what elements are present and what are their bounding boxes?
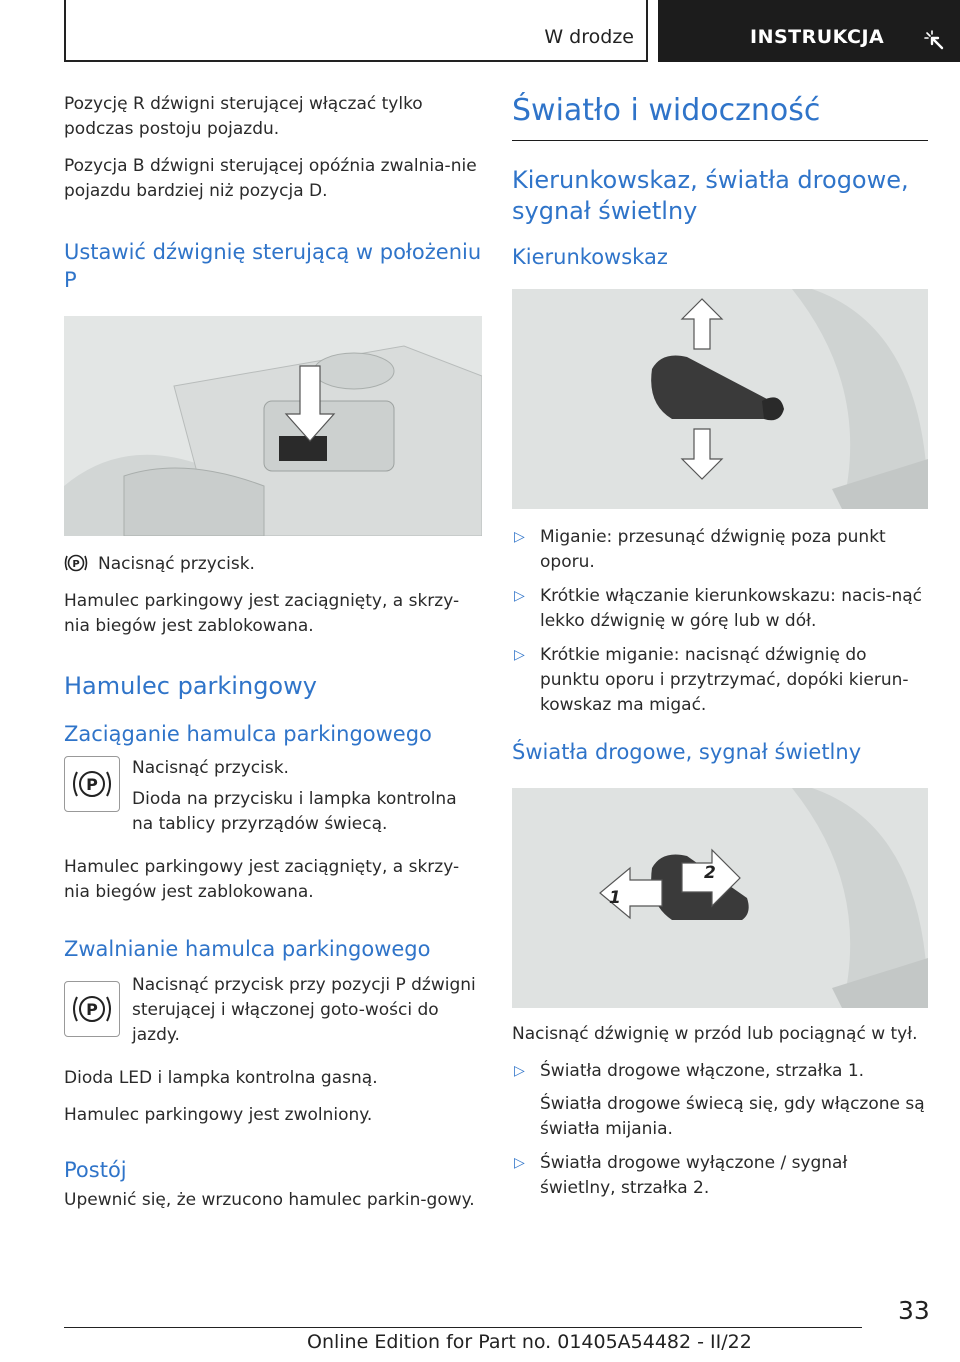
parking-brake-icon bbox=[64, 552, 88, 574]
paragraph-b-position: Pozycja B dźwigni sterującej opóźnia zwalnia-nie pojazdu bardziej niż pozycja D. bbox=[64, 156, 477, 201]
triangle-bullet-icon: ▷ bbox=[514, 588, 525, 604]
indicator-stalk-image bbox=[512, 289, 928, 509]
parking-brake-button-icon bbox=[64, 756, 120, 812]
triangle-bullet-icon: ▷ bbox=[514, 529, 525, 545]
chapter-title: INSTRUKCJA bbox=[750, 26, 885, 48]
parking-brake-button-icon-2 bbox=[64, 981, 120, 1037]
left-column bbox=[64, 92, 482, 1225]
heading-indicator: Kierunkowskaz bbox=[512, 245, 668, 269]
footer-edition: Online Edition for Part no. 01405A54482 - II/22 bbox=[307, 1331, 752, 1353]
release-result-text: Hamulec parkingowy jest zwolniony. bbox=[64, 1105, 373, 1125]
triangle-bullet-icon: ▷ bbox=[514, 1155, 525, 1171]
arrow-label-2: 2 bbox=[704, 863, 716, 883]
heading-light-visibility: Światło i widoczność bbox=[512, 92, 928, 141]
svg-text:P: P bbox=[86, 1000, 98, 1019]
brake-engaged-text: Hamulec parkingowy jest zaciągnięty, a skrzy-nia biegów jest zablokowana. bbox=[64, 591, 460, 636]
list-item: ▷ Krótkie włączanie kierunkowskazu: nacis-nąć lekko dźwignię w górę lub w dół. bbox=[514, 586, 923, 631]
right-column bbox=[512, 92, 928, 1211]
heading-indicator-group: Kierunkowskaz, światła drogowe, sygnał świetlny bbox=[512, 166, 909, 225]
high-beam-stalk-image bbox=[512, 788, 928, 1008]
indicator-list bbox=[512, 525, 928, 718]
high-beam-intro: Nacisnąć dźwignię w przód lub pociągnąć w tył. bbox=[512, 1024, 918, 1044]
triangle-bullet-icon: ▷ bbox=[514, 1063, 525, 1079]
list-item: ▷ Krótkie miganie: nacisnąć dźwignię do punktu oporu i przytrzymać, dopóki kierun-kowskaz ma migać. bbox=[514, 645, 909, 715]
list-item-sub: Światła drogowe świecą się, gdy włączone są światła mijania. bbox=[540, 1094, 925, 1139]
release-press-text: Nacisnąć przycisk przy pozycji P dźwigni sterującej i włączonej goto-wości do jazdy. bbox=[132, 975, 476, 1045]
press-button-line bbox=[64, 552, 482, 577]
stop-text: Upewnić się, że wrzucono hamulec parkin-gowy. bbox=[64, 1190, 475, 1210]
release-led-text: Dioda LED i lampka kontrolna gasną. bbox=[64, 1068, 378, 1088]
svg-text:P: P bbox=[86, 775, 98, 794]
gear-selector-image bbox=[64, 316, 482, 536]
heading-stop: Postój bbox=[64, 1158, 127, 1182]
heading-parking-brake: Hamulec parkingowy bbox=[64, 672, 317, 700]
list-item: ▷ Światła drogowe włączone, strzałka 1. Światła drogowe świecą się, gdy włączone są światła mijania. bbox=[512, 1059, 928, 1142]
heading-high-beam: Światła drogowe, sygnał świetlny bbox=[512, 740, 862, 764]
page-number: 33 bbox=[898, 1296, 930, 1325]
triangle-bullet-icon: ▷ bbox=[514, 647, 525, 663]
press-button-text: Nacisnąć przycisk. bbox=[98, 554, 255, 574]
header-chapter-box bbox=[658, 0, 960, 62]
apply-led-text: Dioda na przycisku i lampka kontrolna na tablicy przyrządów świecą. bbox=[132, 789, 457, 834]
pointer-icon bbox=[924, 30, 946, 52]
heading-apply-brake: Zaciąganie hamulca parkingowego bbox=[64, 722, 432, 746]
footer-divider bbox=[64, 1327, 862, 1328]
heading-park-position: Ustawić dźwignię sterującą w położeniu P bbox=[64, 240, 482, 292]
high-beam-list bbox=[512, 1059, 928, 1201]
heading-release-brake: Zwalnianie hamulca parkingowego bbox=[64, 937, 431, 961]
release-brake-block bbox=[64, 973, 482, 1060]
arrow-label-1: 1 bbox=[609, 888, 621, 908]
section-title: W drodze bbox=[544, 26, 634, 48]
list-item: ▷ Miganie: przesunąć dźwignię poza punkt oporu. bbox=[514, 527, 886, 572]
apply-brake-block bbox=[64, 756, 482, 849]
list-item: ▷ Światła drogowe wyłączone / sygnał świetlny, strzałka 2. bbox=[514, 1153, 848, 1198]
svg-text:P: P bbox=[72, 559, 80, 570]
apply-press-text: Nacisnąć przycisk. bbox=[132, 758, 289, 778]
header-section-box bbox=[64, 0, 648, 62]
apply-result-text: Hamulec parkingowy jest zaciągnięty, a skrzy-nia biegów jest zablokowana. bbox=[64, 857, 460, 902]
paragraph-r-position: Pozycję R dźwigni sterującej włączać tylko podczas postoju pojazdu. bbox=[64, 94, 423, 139]
